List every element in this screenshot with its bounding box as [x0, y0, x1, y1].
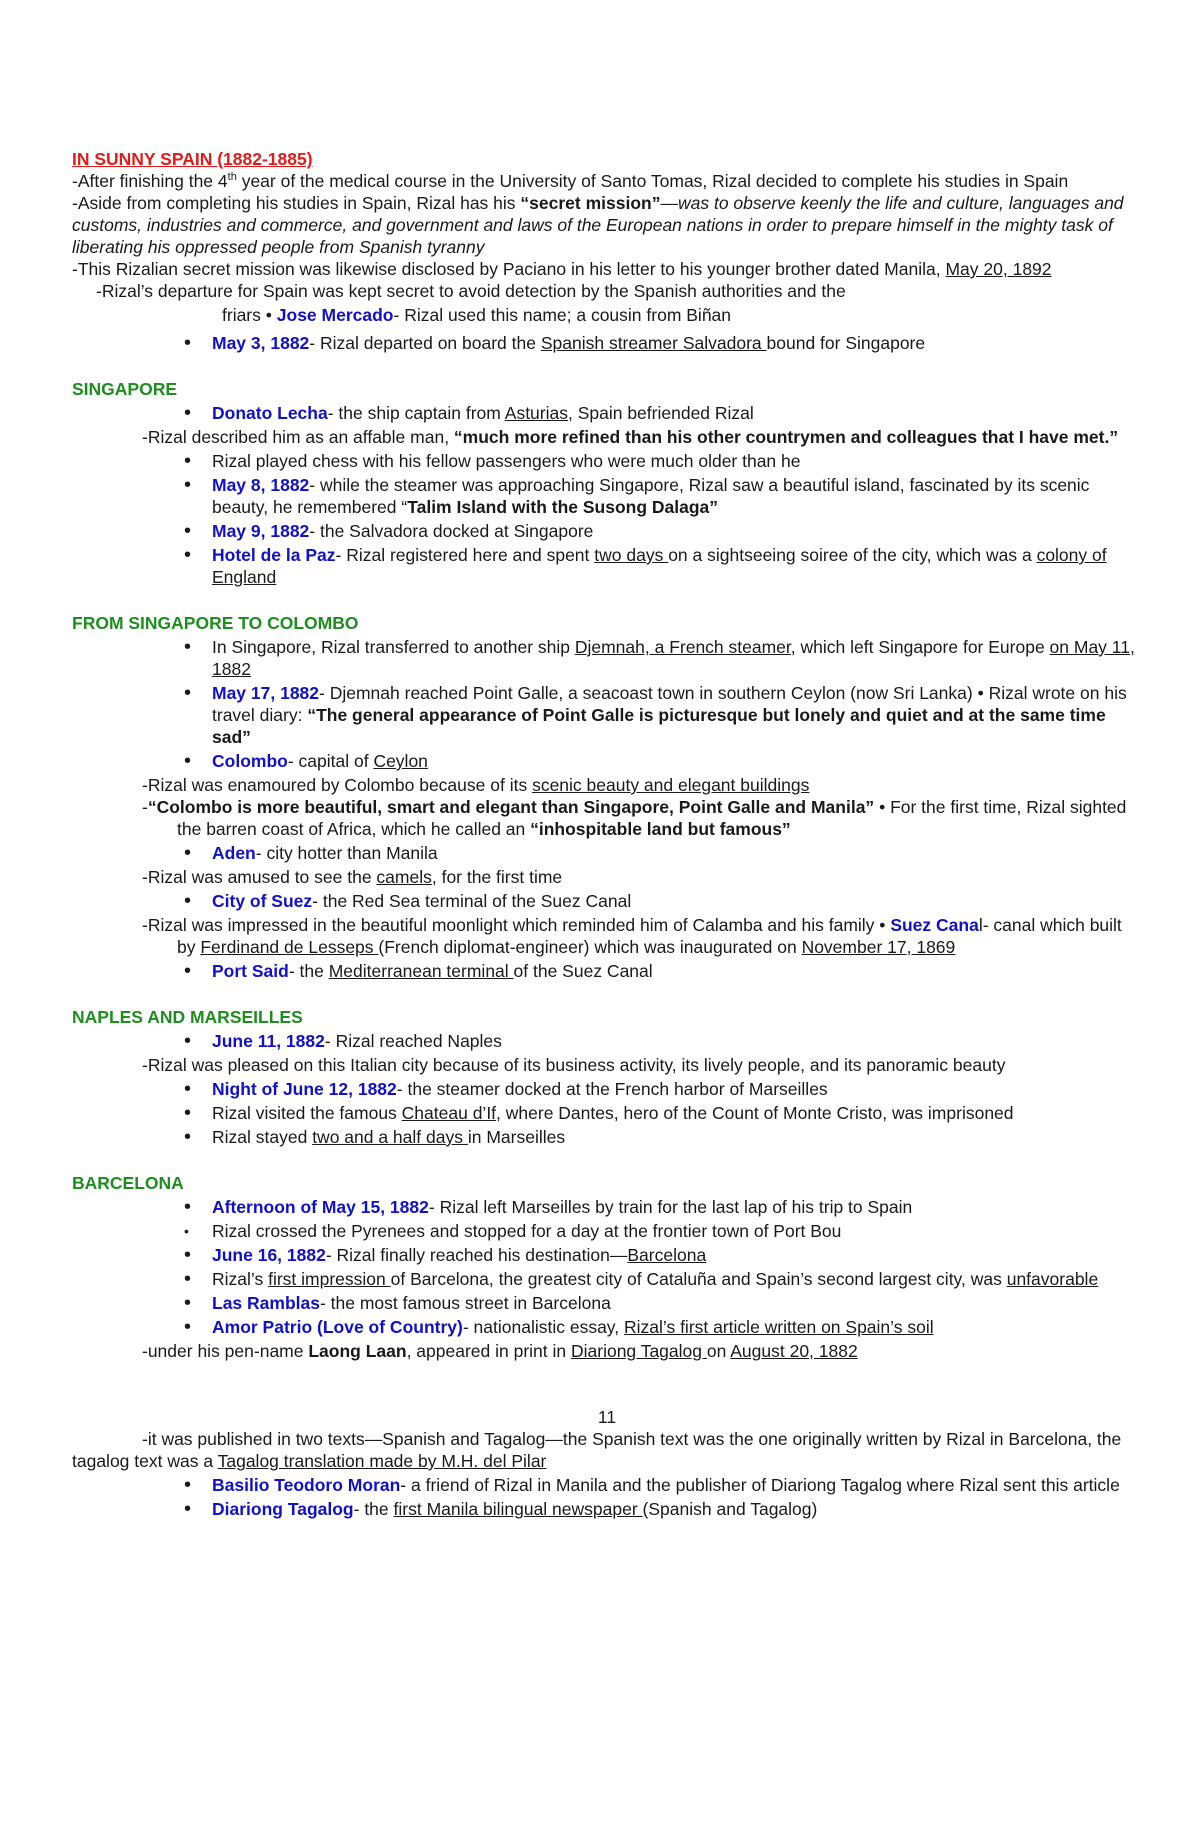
- section-heading-naples: NAPLES AND MARSEILLES: [72, 1007, 303, 1027]
- bullet-icon: •: [184, 636, 192, 658]
- bullet-icon: •: [184, 1244, 192, 1266]
- section-heading-barcelona: BARCELONA: [72, 1173, 184, 1193]
- list-item: • Donato Lecha- the ship captain from Asturias, Spain befriended Rizal: [184, 402, 754, 424]
- bullet-icon: •: [184, 1292, 192, 1314]
- bullet-icon: •: [184, 332, 192, 354]
- bullet-icon: •: [184, 1126, 192, 1148]
- bullet-icon: •: [184, 682, 192, 704]
- paragraph: -“Colombo is more beautiful, smart and elegant than Singapore, Point Galle and Manila” • For the first time, Rizal sighted the barren coast of Africa, which he called an “inhospitable land but famous”: [142, 797, 1127, 839]
- paragraph: -under his pen-name Laong Laan, appeared in print in Diariong Tagalog on August 20, 1882: [142, 1341, 858, 1361]
- list-item: • Aden- city hotter than Manila: [184, 842, 438, 864]
- intro-paragraph-1: -After finishing the 4th year of the medical course in the University of Santo Tomas, Rizal decided to complete his studies in Spain: [72, 171, 1069, 191]
- bullet-icon: •: [184, 1223, 189, 1239]
- bullet-icon: •: [184, 520, 192, 542]
- paragraph: -Rizal was enamoured by Colombo because of its scenic beauty and elegant buildings: [142, 775, 810, 795]
- bullet-icon: •: [265, 305, 272, 325]
- list-item: • Las Ramblas- the most famous street in Barcelona: [184, 1292, 611, 1314]
- list-item: • Colombo- capital of Ceylon: [184, 750, 428, 772]
- list-item: • Rizal played chess with his fellow passengers who were much older than he: [184, 450, 801, 472]
- bullet-icon: •: [184, 890, 192, 912]
- document-page: [72, 148, 1142, 1522]
- list-item: • June 16, 1882- Rizal finally reached his destination—Barcelona: [184, 1244, 707, 1266]
- bullet-icon: •: [184, 1030, 192, 1052]
- list-item: • Night of June 12, 1882- the steamer docked at the French harbor of Marseilles: [184, 1078, 828, 1100]
- list-item: • Amor Patrio (Love of Country)- nationalistic essay, Rizal’s first article written on Spain’s soil: [184, 1316, 934, 1338]
- section-heading-colombo: FROM SINGAPORE TO COLOMBO: [72, 613, 359, 633]
- bullet-icon: •: [184, 402, 192, 424]
- bullet-icon: •: [184, 1102, 192, 1124]
- list-item: • Diariong Tagalog- the first Manila bilingual newspaper (Spanish and Tagalog): [184, 1498, 818, 1520]
- intro-paragraph-3: -This Rizalian secret mission was likewise disclosed by Paciano in his letter to his younger brother dated Manila, May 20, 1892: [72, 259, 1052, 279]
- list-item: • May 3, 1882- Rizal departed on board the Spanish streamer Salvadora bound for Singapore: [184, 332, 926, 354]
- paragraph: -Rizal was amused to see the camels, for the first time: [142, 867, 563, 887]
- page-title: IN SUNNY SPAIN (1882-1885): [72, 149, 313, 169]
- bullet-icon: •: [184, 960, 192, 982]
- list-item: • Afternoon of May 15, 1882- Rizal left Marseilles by train for the last lap of his trip to Spain: [184, 1196, 913, 1218]
- paragraph: -it was published in two texts—Spanish and Tagalog—the Spanish text was the one originally written by Rizal in Barcelona, the tagalog text was a Tagalog translation made by M.H. del Pilar: [72, 1429, 1122, 1471]
- bullet-icon: •: [184, 544, 192, 566]
- list-item: • Rizal stayed two and a half days in Marseilles: [184, 1126, 566, 1148]
- bullet-icon: •: [184, 1474, 192, 1496]
- bullet-icon: •: [184, 1078, 192, 1100]
- bullet-icon: •: [879, 915, 886, 935]
- list-item: • Hotel de la Paz- Rizal registered here and spent two days on a sightseeing soiree of the city, which was a colony of England: [184, 544, 1107, 587]
- bullet-icon: •: [184, 1196, 192, 1218]
- list-item: • Rizal visited the famous Chateau d’If, where Dantes, hero of the Count of Monte Cristo, was imprisoned: [184, 1102, 1014, 1124]
- bullet-icon: •: [184, 450, 192, 472]
- list-item: • Rizal’s first impression of Barcelona, the greatest city of Cataluña and Spain’s second largest city, was unfavorable: [184, 1268, 1099, 1290]
- bullet-icon: •: [977, 683, 984, 703]
- paragraph: -Rizal was pleased on this Italian city because of its business activity, its lively people, and its panoramic beauty: [142, 1055, 1006, 1075]
- bullet-icon: •: [184, 1316, 192, 1338]
- bullet-icon: •: [184, 474, 192, 496]
- bullet-icon: •: [184, 750, 192, 772]
- list-item: • May 9, 1882- the Salvadora docked at Singapore: [184, 520, 594, 542]
- paragraph: -Rizal described him as an affable man, “much more refined than his other countrymen and colleagues that I have met.”: [142, 427, 1119, 447]
- intro-paragraph-5: friars • Jose Mercado- Rizal used this name; a cousin from Biñan: [222, 305, 732, 325]
- intro-paragraph-4: -Rizal’s departure for Spain was kept secret to avoid detection by the Spanish authorities and the: [96, 281, 846, 301]
- list-item: • May 17, 1882- Djemnah reached Point Galle, a seacoast town in southern Ceylon (now Sri Lanka) • Rizal wrote on his travel diary: “The general appearance of Point Galle is picturesque but lonely and quiet and at the same time sad”: [184, 682, 1127, 747]
- intro-paragraph-2: -Aside from completing his studies in Spain, Rizal has his “secret mission”—was to observe keenly the life and culture, languages and customs, industries and commerce, and government and laws of the European nations in order to prepare himself in the mighty task of liberating his oppressed people from Spanish tyranny: [72, 193, 1124, 257]
- bullet-icon: •: [879, 797, 886, 817]
- list-item: • Rizal crossed the Pyrenees and stopped for a day at the frontier town of Port Bou: [184, 1221, 842, 1241]
- list-item: • June 11, 1882- Rizal reached Naples: [184, 1030, 502, 1052]
- bullet-icon: •: [184, 1498, 192, 1520]
- bullet-icon: •: [184, 1268, 192, 1290]
- bullet-icon: •: [184, 842, 192, 864]
- list-item: • In Singapore, Rizal transferred to another ship Djemnah, a French steamer, which left Singapore for Europe on May 11, 1882: [184, 636, 1135, 679]
- list-item: • May 8, 1882- while the steamer was approaching Singapore, Rizal saw a beautiful island, fascinated by its scenic beauty, he remembered “Talim Island with the Susong Dalaga”: [184, 474, 1090, 517]
- list-item: • Basilio Teodoro Moran- a friend of Rizal in Manila and the publisher of Diariong Tagalog where Rizal sent this article: [184, 1474, 1120, 1496]
- section-heading-singapore: SINGAPORE: [72, 379, 178, 399]
- paragraph: -Rizal was impressed in the beautiful moonlight which reminded him of Calamba and his family • Suez Canal- canal which built by Ferdinand de Lesseps (French diplomat-engineer) which was inaugurated on November 17, 1869: [142, 915, 1122, 957]
- page-number: 11: [597, 1407, 617, 1427]
- list-item: • Port Said- the Mediterranean terminal of the Suez Canal: [184, 960, 653, 982]
- list-item: • City of Suez- the Red Sea terminal of the Suez Canal: [184, 890, 632, 912]
